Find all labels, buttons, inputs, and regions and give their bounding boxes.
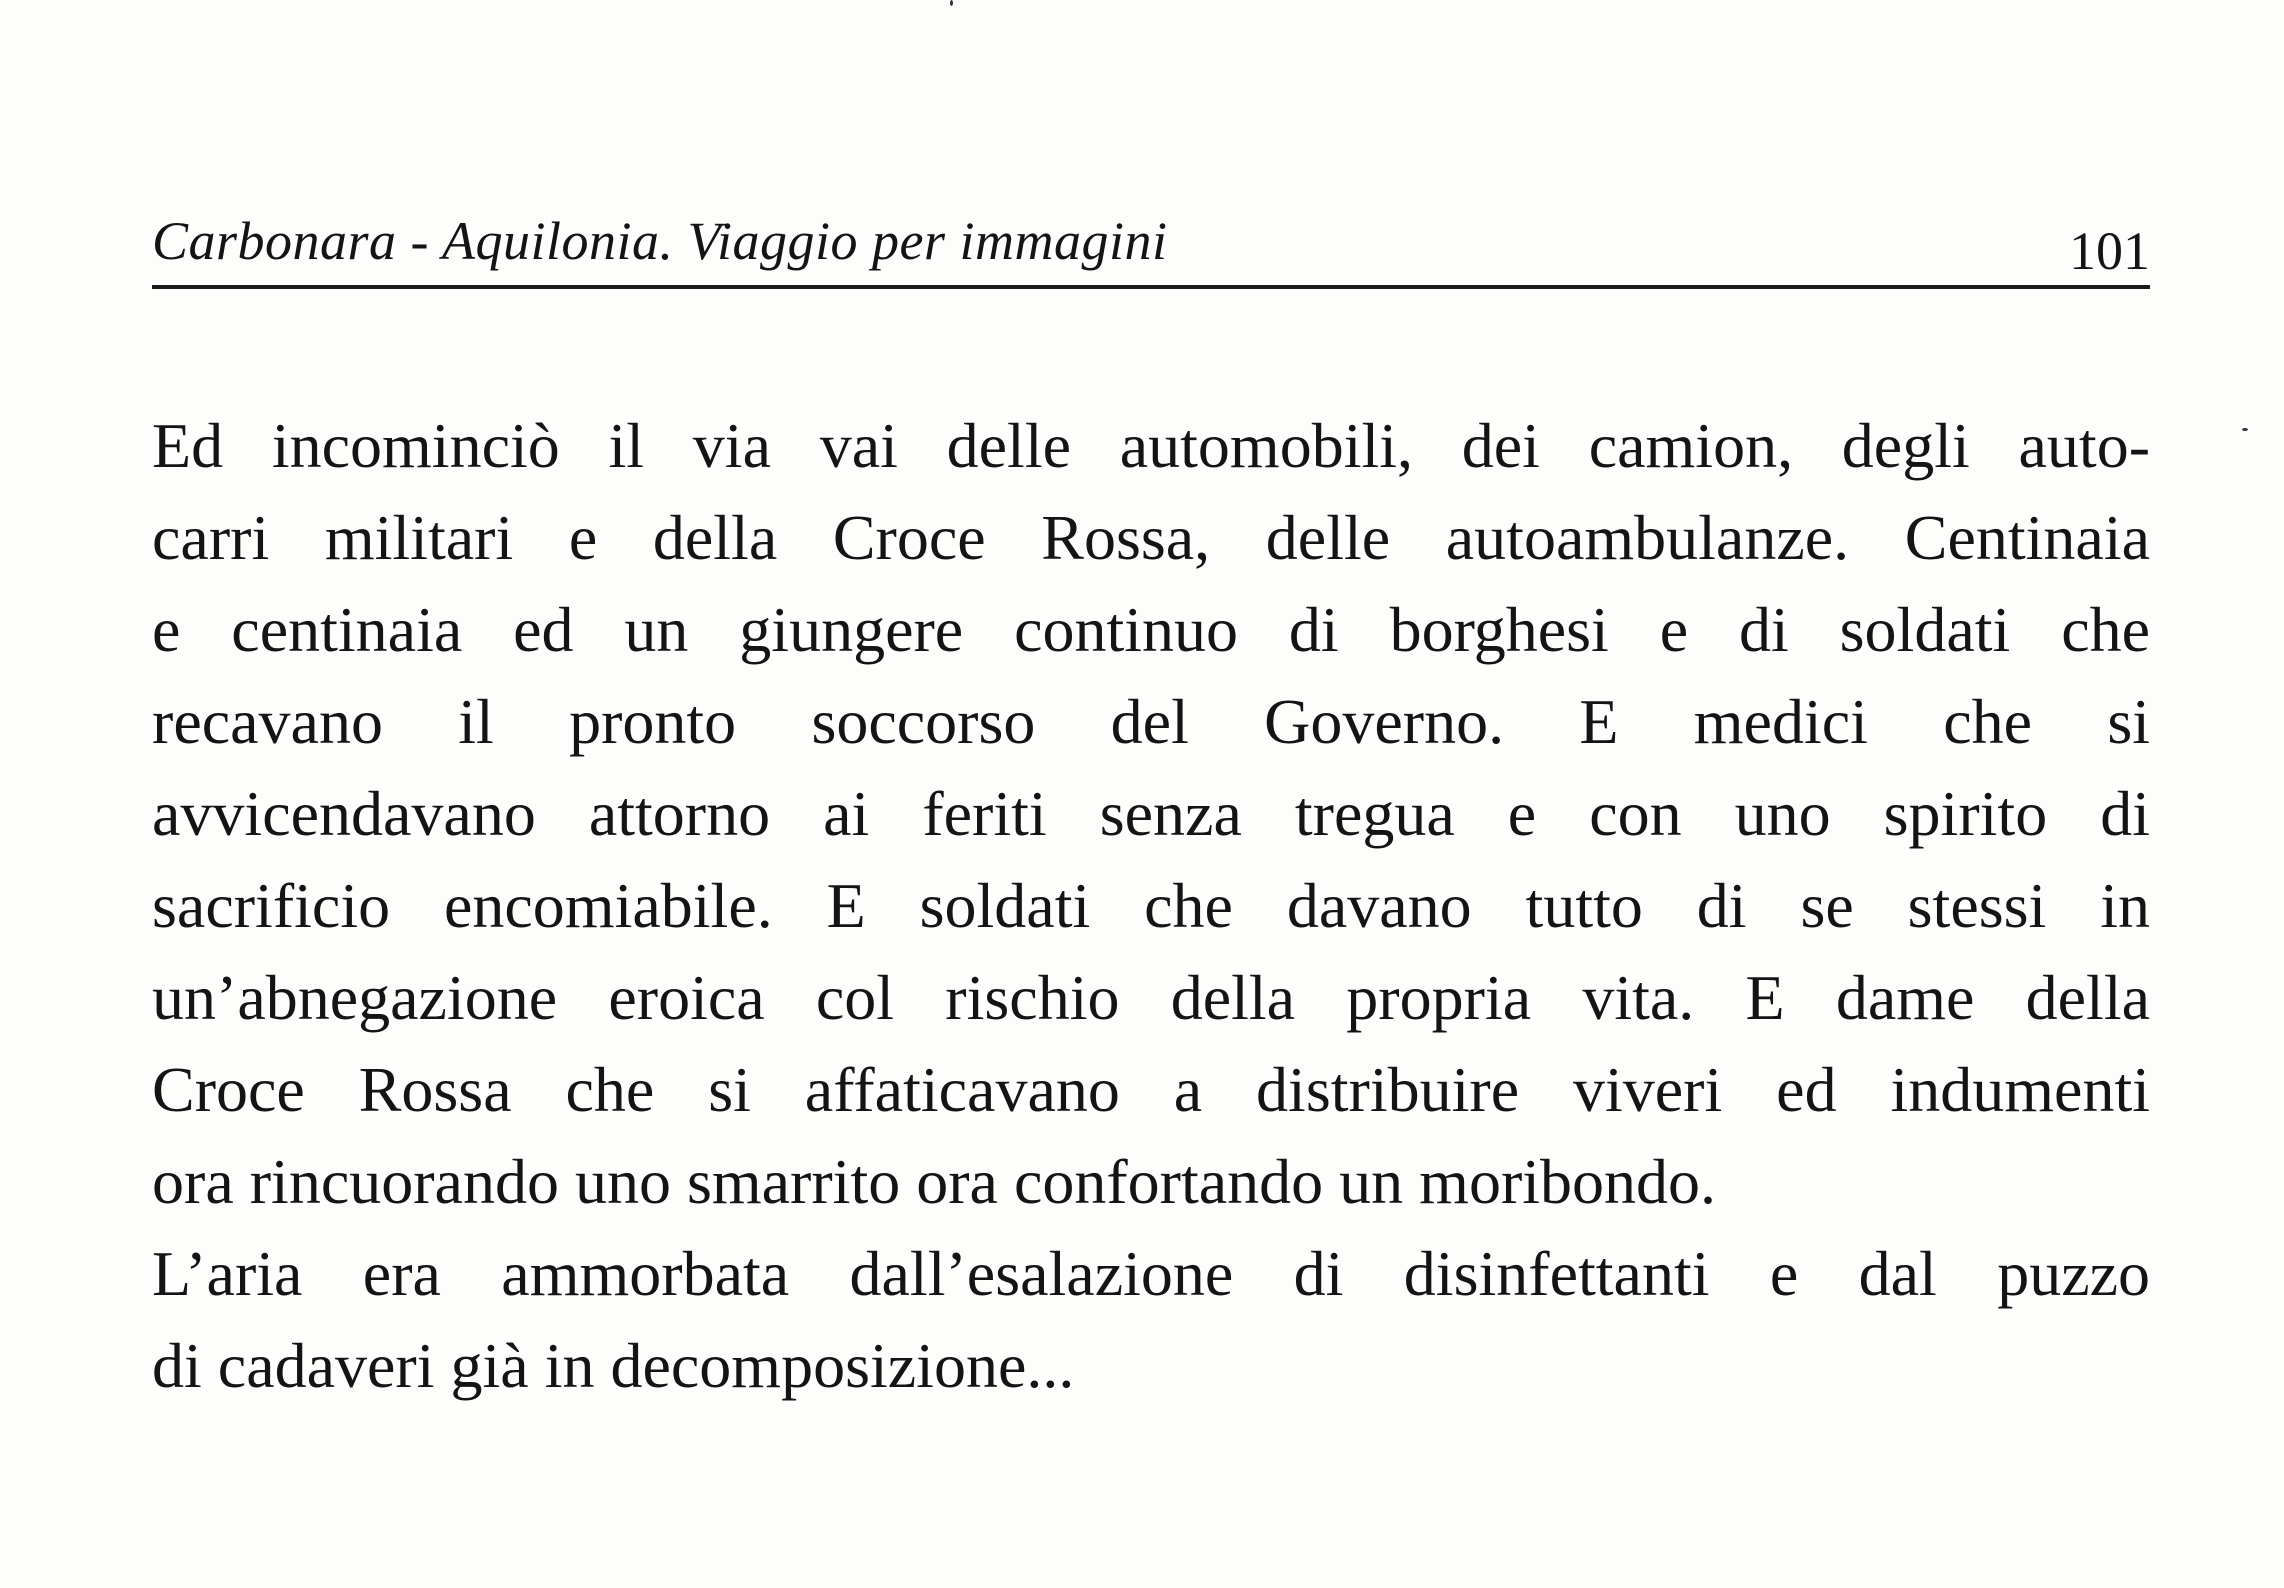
- body-text: [152, 400, 2150, 1412]
- text-line: carri militari e della Croce Rossa, delle autoambulanze. Centinaia: [152, 502, 2150, 573]
- text-line: un’abnegazione eroica col rischio della propria vita. E dame della: [152, 962, 2150, 1033]
- text-line: di cadaveri già in decomposizione...: [152, 1330, 1075, 1401]
- running-head: [152, 205, 2150, 285]
- scan-speck: [2242, 428, 2248, 431]
- scan-speck: [950, 0, 953, 6]
- text-line: Ed incominciò il via vai delle automobili, dei camion, degli auto-: [152, 410, 2150, 481]
- text-line: L’aria era ammorbata dall’esalazione di disinfettanti e dal puzzo: [152, 1238, 2150, 1309]
- header-rule: [152, 285, 2150, 289]
- text-line: e centinaia ed un giungere continuo di borghesi e di soldati che: [152, 594, 2150, 665]
- text-line: sacrificio encomiabile. E soldati che davano tutto di se stessi in: [152, 870, 2150, 941]
- page-number: 101: [2069, 221, 2150, 281]
- text-line: ora rincuorando uno smarrito ora confortando un moribondo.: [152, 1146, 1717, 1217]
- text-line: Croce Rossa che si affaticavano a distribuire viveri ed indumenti: [152, 1054, 2150, 1125]
- book-title: Carbonara - Aquilonia. Viaggio per immagini: [152, 211, 1168, 271]
- text-line: recavano il pronto soccorso del Governo. E medici che si: [152, 686, 2150, 757]
- text-line: avvicendavano attorno ai feriti senza tregua e con uno spirito di: [152, 778, 2150, 849]
